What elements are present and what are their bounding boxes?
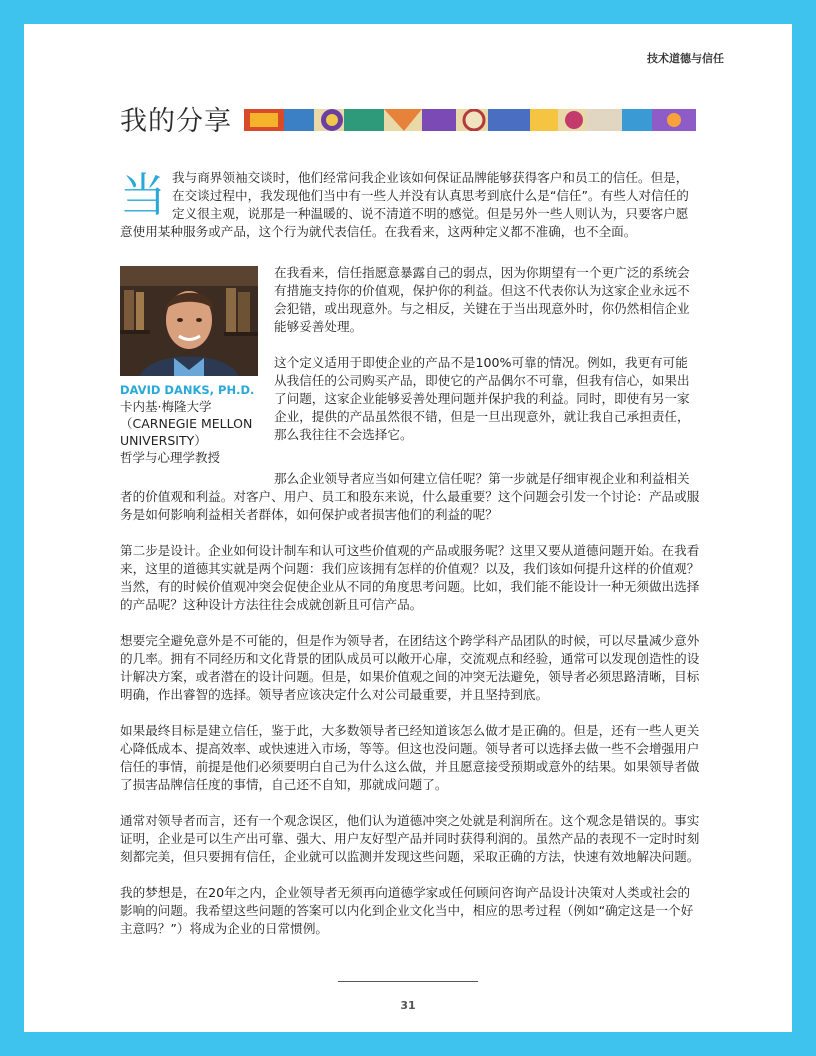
right-column (274, 264, 698, 462)
author-affiliation: 卡内基·梅隆大学 (120, 399, 212, 414)
decorative-banner (244, 109, 696, 131)
drop-cap: 当 (120, 168, 166, 222)
paragraph: 在我看来，信任指愿意暴露自己的弱点，因为你期望有一个更广泛的系统会有措施支持你的价值观，保护你的利益。但这不代表你认为这家企业永远不会犯错，或出现意外。与之相反，关键在于当出现意外时，你仍然相信企业能够妥善处理。 (274, 265, 690, 334)
intro-paragraph (120, 169, 698, 241)
intro-text: 我与商界领袖交谈时，他们经常问我企业该如何保证品牌能够获得客户和员工的信任。但是，在交谈过程中，我发现他们当中有一些人并没有认真思考到底什么是“信任”。有些人对信任的定义很主观，说那是一种温暖的、说不清道不明的感觉。但是另外一些人则认为，只要客户愿意使用某种服务或产品，这个行为就代表信任。在我看来，这两种定义都不准确，也不全面。 (120, 170, 689, 239)
article-body (120, 470, 702, 956)
page-number: 31 (400, 999, 416, 1012)
paragraph: 想要完全避免意外是不可能的，但是作为领导者，在团结这个跨学科产品团队的时候，可以尽量减少意外的几率。拥有不同经历和文化背景的团队成员可以敞开心扉，交流观点和经验，通常可以发现创造性的设计解决方案，或者潜在的设计问题。但是，如果价值观之间的冲突无法避免，领导者必须思路清晰，目标明确，作出睿智的选择。领导者应该决定什么对公司最重要，并且坚持到底。 (120, 633, 700, 702)
page (24, 24, 792, 1032)
paragraph: 第二步是设计。企业如何设计制车和认可这些价值观的产品或服务呢？这里又要从道德问题开始。在我看来，这里的道德其实就是两个问题：我们应该拥有怎样的价值观？以及，我们该如何提升这样的价值观？当然，有的时候价值观冲突会促使企业从不同的角度思考问题。比如，我们能不能设计一种无须做出选择的产品呢？这种设计方法往往会成就创新且可信产品。 (120, 543, 700, 612)
paragraph: 那么企业领导者应当如何建立信任呢？第一步就是仔细审视企业和利益相关者的价值观和利益。对客户、用户、员工和股东来说，什么最重要？这个问题会引发一个讨论：产品或服务是如何影响利益相关者群体，如何保护或者损害他们的利益的呢？ (120, 471, 700, 522)
running-header: 技术道德与信任 (647, 52, 724, 65)
paragraph: 我的梦想是，在20年之内，企业领导者无须再向道德学家或任何顾问咨询产品设计决策对人类或社会的影响的问题。我希望这些问题的答案可以内化到企业文化当中，相应的思考过程（例如“确定这是一个好主意吗？”）将成为企业的日常惯例。 (120, 885, 694, 936)
author-name: DAVID DANKS, PH.D. (120, 383, 255, 397)
author-title: 哲学与心理学教授 (120, 450, 221, 465)
paragraph: 这个定义适用于即使企业的产品不是100%可靠的情况。例如，我更有可能从我信任的公司购买产品，即使它的产品偶尔不可靠，但我有信心，如果出了问题，这家企业能够妥善处理问题并保护我的利益。同时，即使有另一家企业，提供的产品虽然很不错，但是一旦出现意外，就让我自己承担责任，那么我往往不会选择它。 (274, 355, 690, 442)
paragraph: 通常对领导者而言，还有一个观念误区，他们认为道德冲突之处就是利润所在。这个观念是错误的。事实证明，企业是可以生产出可靠、强大、用户友好型产品并同时获得利润的。虽然产品的表现不一定时时刻刻都完美，但只要拥有信任，企业就可以监测并发现这些问题，采取正确的方法，快速有效地解决问题。 (120, 813, 700, 864)
author-bio (120, 382, 270, 466)
author-photo (120, 266, 258, 376)
paragraph: 如果最终目标是建立信任，鉴于此，大多数领导者已经知道该怎么做才是正确的。但是，还有一些人更关心降低成本、提高效率、或快速进入市场，等等。但这也没问题。领导者可以选择去做一些不会增强用户信任的事情，前提是他们必须要明白自己为什么这么做，并且愿意接受预期或意外的结果。如果领导者做了损害品牌信任度的事情，自己还不自知，那就成问题了。 (120, 723, 700, 792)
section-title: 我的分享 (120, 106, 232, 137)
author-affiliation-english: （CARNEGIE MELLON UNIVERSITY） (120, 416, 253, 448)
footer-divider (338, 981, 478, 982)
